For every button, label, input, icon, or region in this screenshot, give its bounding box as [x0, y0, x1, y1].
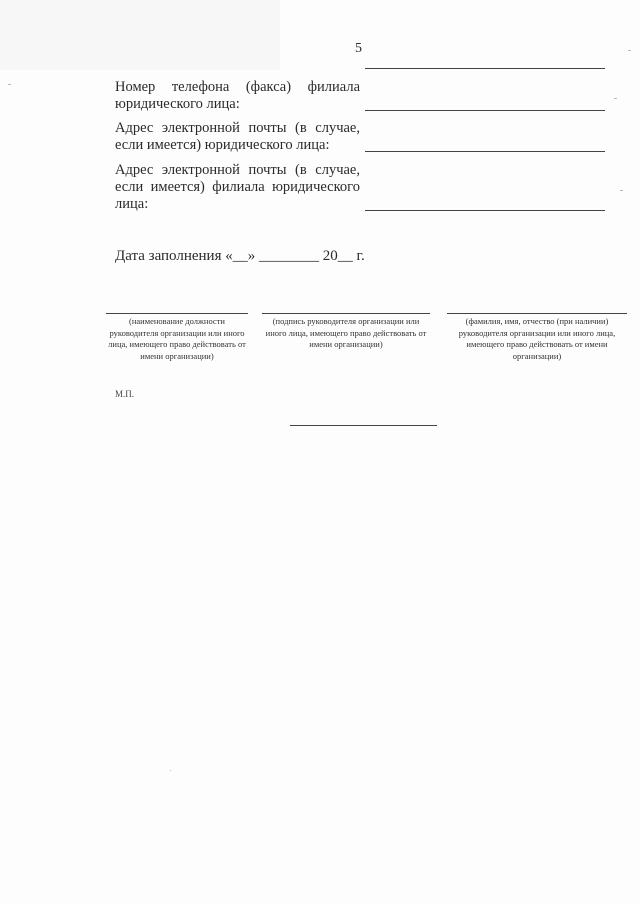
fill-date: Дата заполнения «__» ________ 20__ г.	[115, 248, 365, 264]
signature-block-position	[106, 313, 248, 362]
stamp-place-label: М.П.	[115, 389, 135, 399]
scan-speck	[620, 190, 623, 191]
scan-speck	[170, 770, 171, 771]
field-label-email-branch: Адрес электронной почты (в случае, если имеется) филиала юридического лица:	[115, 162, 360, 212]
scan-speck	[628, 50, 631, 51]
answer-line-phone	[365, 110, 605, 111]
page-number: 5	[355, 41, 362, 56]
scan-shadow	[0, 0, 280, 70]
answer-line-email-branch	[365, 210, 605, 211]
signature-line	[106, 313, 248, 314]
signature-block-signature	[262, 313, 430, 351]
field-label-email-legal-entity: Адрес электронной почты (в случае, если имеется) юридического лица:	[115, 120, 360, 153]
signature-line	[262, 313, 430, 314]
field-label-branch-phone: Номер телефона (факса) филиала юридического лица:	[115, 79, 360, 112]
scan-speck	[8, 84, 11, 85]
signature-caption: (фамилия, имя, отчество (при наличии) руководителя организации или иного лица, имеющего право действовать от имени организации)	[458, 316, 616, 361]
signature-caption: (наименование должности руководителя организации или иного лица, имеющего право действовать от имени организации)	[108, 316, 246, 361]
closing-rule	[290, 425, 437, 426]
scan-speck	[614, 98, 617, 99]
answer-line-email-legal-entity	[365, 151, 605, 152]
answer-line-top	[365, 68, 605, 69]
signature-caption: (подпись руководителя организации или иного лица, имеющего право действовать от имени организации)	[265, 316, 427, 349]
signature-block-full-name	[447, 313, 627, 362]
signature-line	[447, 313, 627, 314]
